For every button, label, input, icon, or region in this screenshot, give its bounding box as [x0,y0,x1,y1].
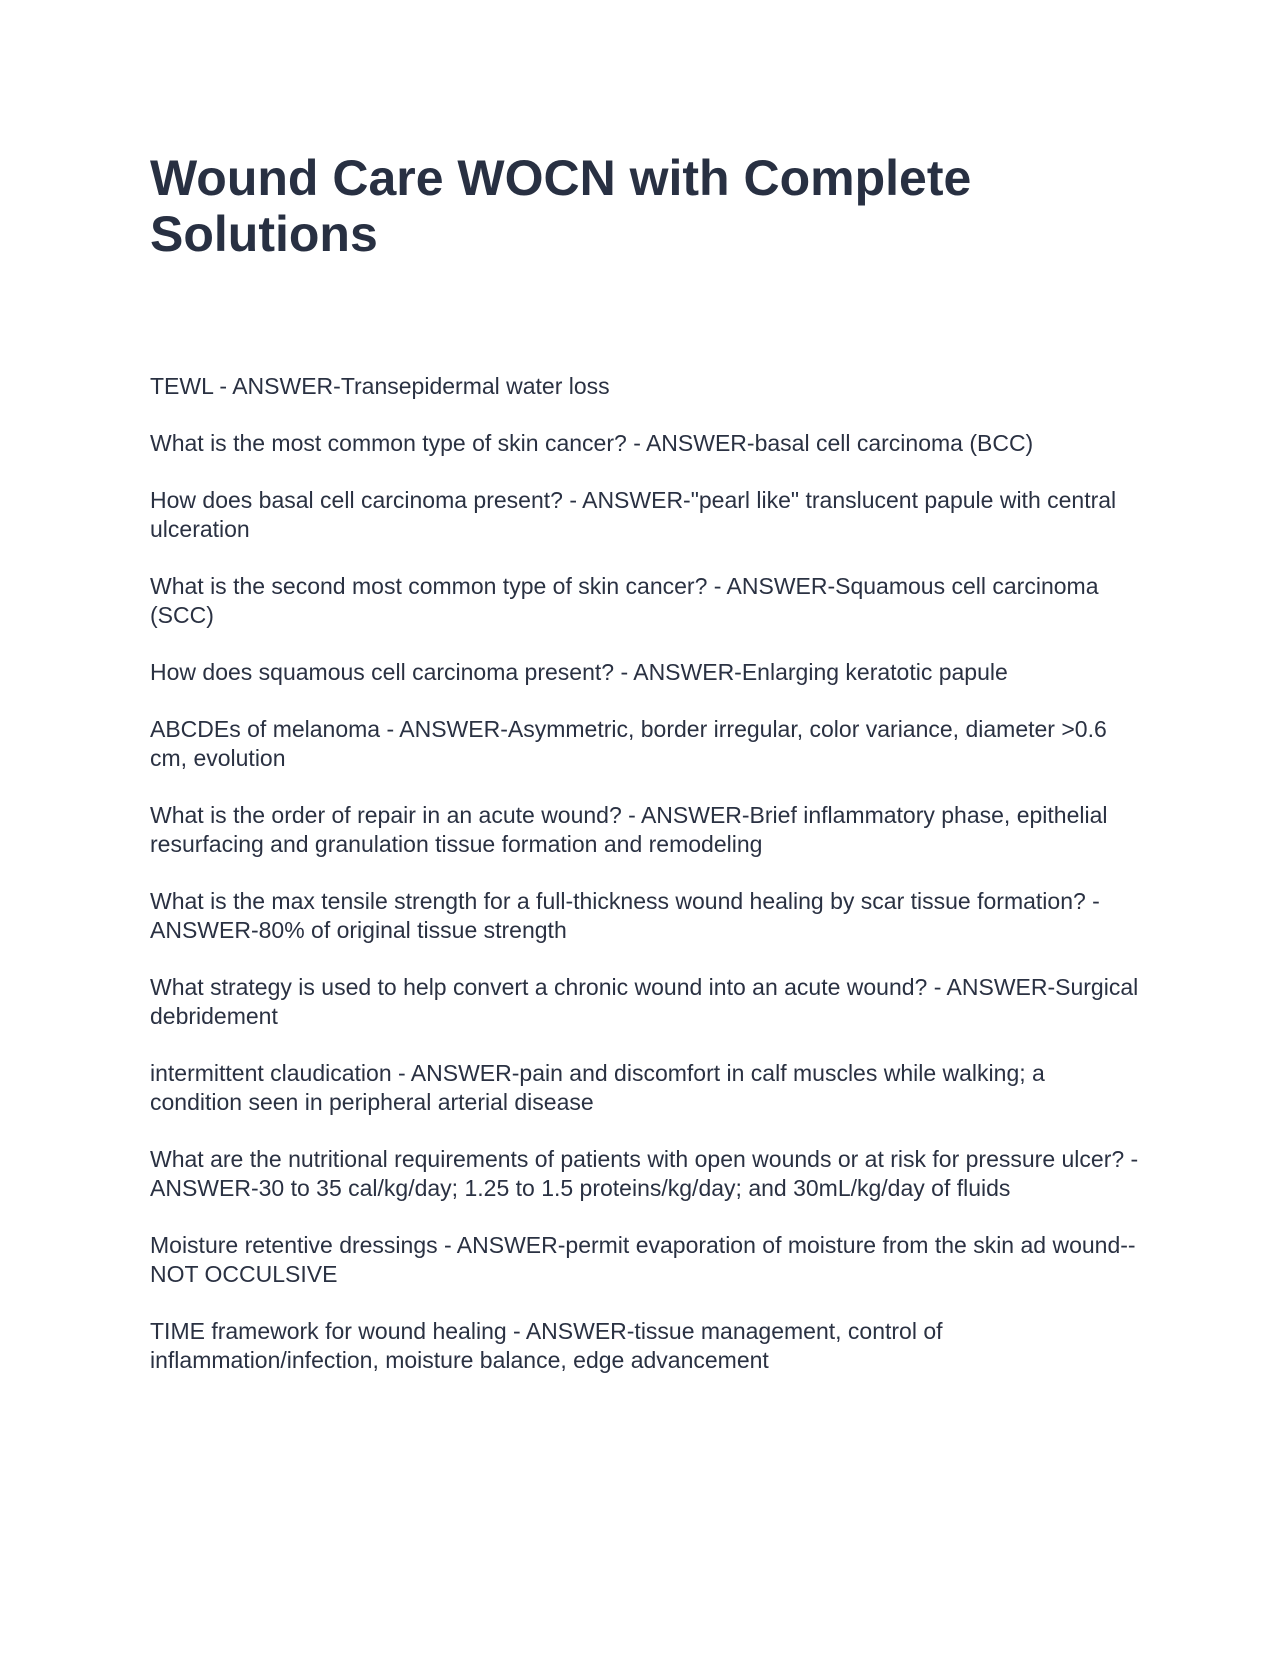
qa-item-time-framework: TIME framework for wound healing - ANSWER-tissue management, control of inflammation/infection, moisture balance, edge advancement [150,1318,943,1373]
qa-item-common-skin-cancer: What is the most common type of skin cancer? - ANSWER-basal cell carcinoma (BCC) [150,430,1034,456]
qa-list [150,372,1140,1403]
qa-item-second-skin-cancer: What is the second most common type of skin cancer? - ANSWER-Squamous cell carcinoma (SCC) [150,573,1099,628]
qa-item-tewl: TEWL - ANSWER-Transepidermal water loss [150,373,610,399]
qa-item-tensile-strength: What is the max tensile strength for a full-thickness wound healing by scar tissue formation? - ANSWER-80% of original tissue strength [150,888,1100,943]
qa-item-scc-presentation: How does squamous cell carcinoma present? - ANSWER-Enlarging keratotic papule [150,659,1008,685]
qa-item-nutrition: What are the nutritional requirements of patients with open wounds or at risk for pressure ulcer? - ANSWER-30 to 35 cal/kg/day; 1.25 to 1.5 proteins/kg/day; and 30mL/kg/day of fluids [150,1146,1139,1201]
document-content [150,150,1140,1373]
qa-item-acute-wound-repair: What is the order of repair in an acute wound? - ANSWER-Brief inflammatory phase, epithelial resurfacing and granulation tissue formation and remodeling [150,802,1108,857]
qa-item-melanoma-abcdes: ABCDEs of melanoma - ANSWER-Asymmetric, border irregular, color variance, diameter >0.6 cm, evolution [150,716,1107,771]
qa-item-chronic-to-acute: What strategy is used to help convert a chronic wound into an acute wound? - ANSWER-Surgical debridement [150,974,1139,1029]
qa-item-claudication: intermittent claudication - ANSWER-pain and discomfort in calf muscles while walking; a condition seen in peripheral arterial disease [150,1060,1045,1115]
document-title: Wound Care WOCN with Complete Solutions [150,150,972,262]
qa-item-bcc-presentation: How does basal cell carcinoma present? - ANSWER-"pearl like" translucent papule with central ulceration [150,487,1117,542]
qa-item-moisture-dressings: Moisture retentive dressings - ANSWER-permit evaporation of moisture from the skin ad wound--NOT OCCULSIVE [150,1232,1136,1287]
